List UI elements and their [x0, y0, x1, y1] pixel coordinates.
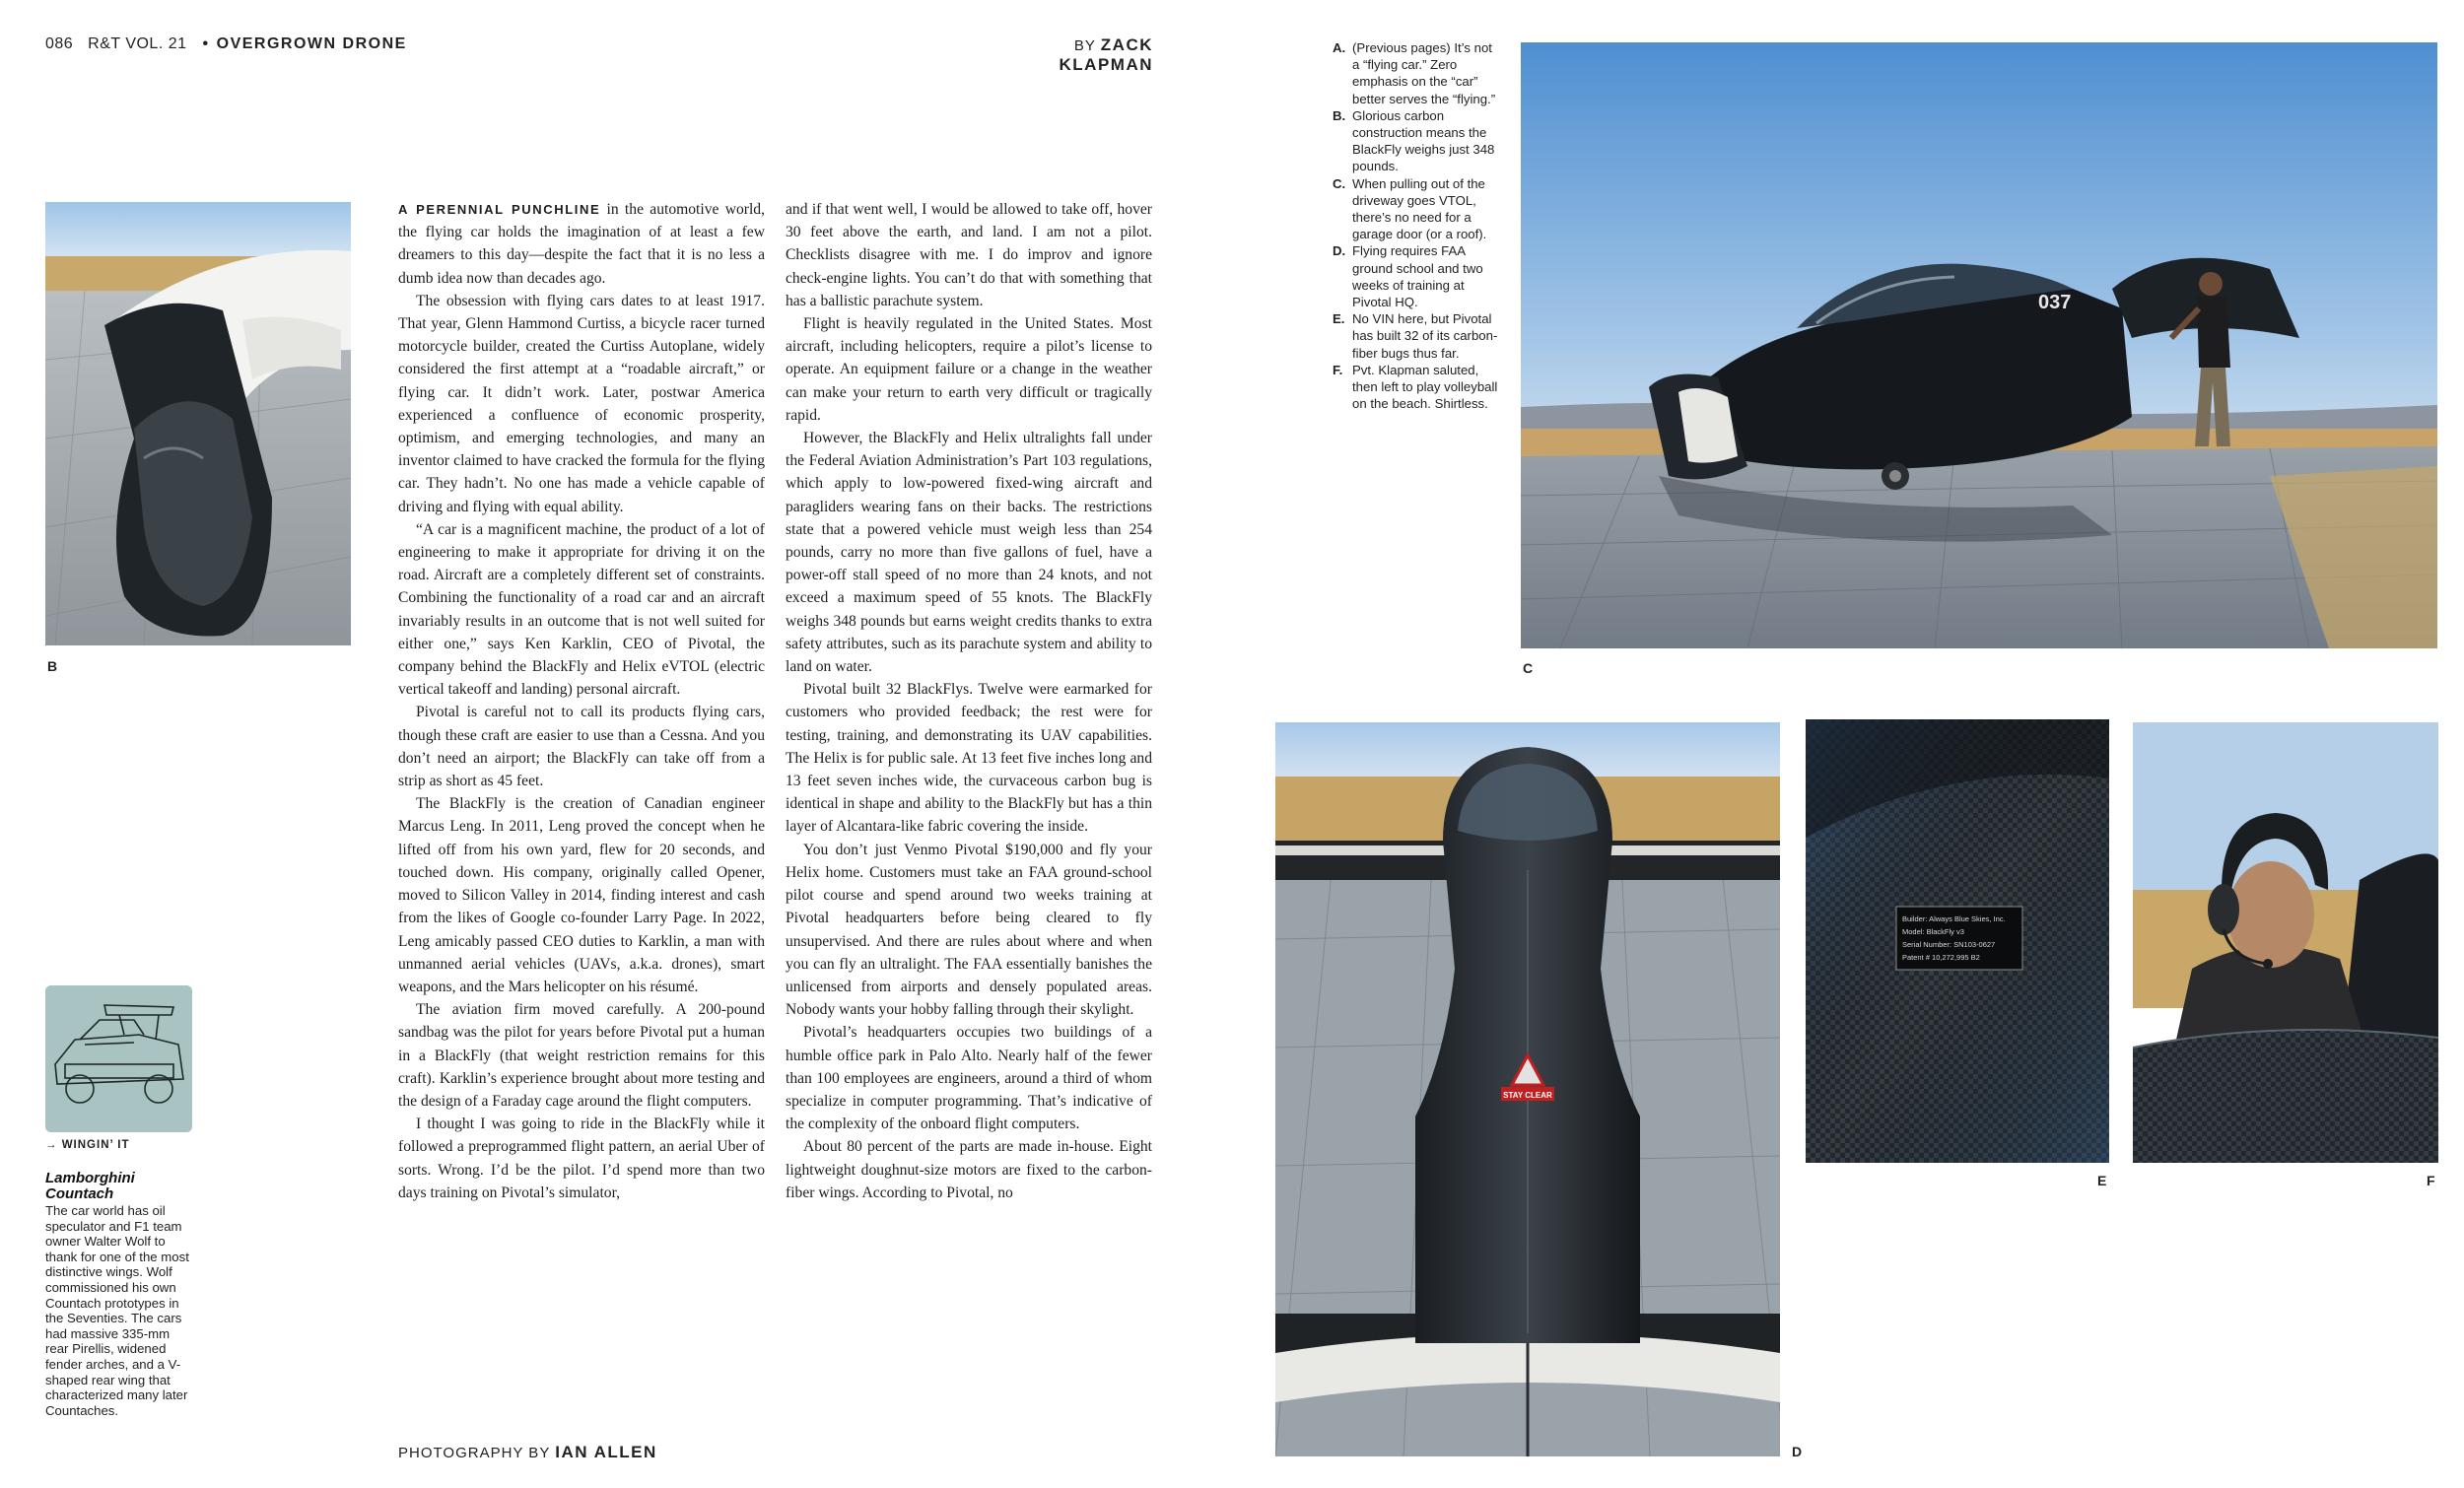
plate-line: Model: BlackFly v3 [1902, 927, 1964, 936]
paragraph: Pivotal’s headquarters occupies two buildings of a humble office park in Palo Alto. Nearly half of the fewer than 100 employees are engineers, around a third of whom specialize in computer programming. That’s indicative of the complexity of the onboard flight computers. [786, 1024, 1152, 1133]
plate-line: Serial Number: SN103-0627 [1902, 940, 1996, 949]
paragraph: and if that went well, I would be allowed to take off, hover 30 feet above the earth, and land. I am not a pilot. Checklists disagree with me. I do improv and ignore check-engine lights. You can’t do that with something that has a ballistic parachute system. [786, 201, 1152, 309]
caption-c: C. When pulling out of the driveway goes VTOL, there’s no need for a garage door (or a roof). [1333, 175, 1487, 242]
photographer-name: IAN ALLEN [555, 1443, 657, 1461]
caption-d: D. Flying requires FAA ground school and two weeks of training at Pivotal HQ. [1333, 243, 1483, 310]
caption-a: A. (Previous pages) It’s not a “flying car.” Zero emphasis on the “car” better serves the “flying.” [1333, 40, 1496, 106]
byline-prefix: BY [1073, 37, 1096, 54]
photo-b-label: B [47, 658, 58, 674]
countach-illustration [45, 985, 192, 1132]
paragraph: Pivotal built 32 BlackFlys. Twelve were earmarked for customers who provided feedback; the rest were for testing, training, and demonstrating its UAV capabilities. The Helix is for public sale. At 13 feet five inches long and 13 feet seven inches wide, the curvaceous carbon bug is identical in shape and ability to the BlackFly but has a thin layer of Alcantara-like fabric covering the inside. [786, 681, 1152, 836]
paragraph: Flight is heavily regulated in the United States. Most aircraft, including helicopters, require a pilot’s license to operate. An equipment failure or a change in the weather can make your return to earth very difficult or tragically rapid. [786, 315, 1152, 424]
lead-in: A PERENNIAL PUNCHLINE [398, 202, 601, 217]
photo-f-label: F [2427, 1173, 2435, 1188]
plate-line: Patent # 10,272,995 B2 [1902, 953, 1980, 962]
article-column-1 [398, 198, 765, 1204]
sidebar-body: The car world has oil speculator and F1 team owner Walter Wolf to thank for one of the most distinctive wings. Wolf commissioned his own Countach prototypes in the Seventies. The cars had massive 335-mm rear Pirellis, widened fender arches, and a V-shaped rear wing that characterized many later Countaches. [45, 1203, 189, 1418]
page-number: 086 [45, 35, 74, 52]
stay-clear-label: STAY CLEAR [1503, 1091, 1552, 1100]
section-title: OVERGROWN DRONE [216, 35, 407, 52]
paragraph: However, the BlackFly and Helix ultralights fall under the Federal Aviation Administration’s Part 103 regulations, which apply to low-powered fixed-wing aircraft and paragliders wearing fans on their backs. The restrictions state that a powered vehicle must weigh less than 254 pounds, carry no more than five gallons of fuel, have a power-off stall speed of no more than 24 knots, and not exceed a maximum speed of 55 knots. The BlackFly weighs 348 pounds but earns weight credits thanks to extra safety attributes, such as its parachute system and ability to land on water. [786, 430, 1152, 676]
photo-c-blackfly-on-pad [1521, 42, 2437, 648]
paragraph: The BlackFly is the creation of Canadian engineer Marcus Leng. In 2011, Leng proved the concept when he lifted off from his own yard, flew for 20 seconds, and touched down. His company, originally called Opener, moved to Silicon Valley in 2014, finding interest and cash from the likes of Google co-founder Larry Page. In 2022, Leng amicably passed CEO duties to Karklin, a man with unmanned aerial vehicles (UAVs, a.k.a. drones), smart weapons, and the Mars helicopter on his résumé. [398, 795, 765, 995]
photo-c-label: C [1523, 660, 1534, 676]
paragraph: You don’t just Venmo Pivotal $190,000 and fly your Helix home. Customers must take an FAA ground-school pilot course and spend around two weeks training at Pivotal headquarters before being cleared to fly unsupervised. And there are rules about where and when you can fly an ultralight. The FAA essentially banishes the unlicensed from airports and densely populated areas. Nobody wants your hobby falling through their skylight. [786, 841, 1152, 1019]
photo-b-wing-closeup [45, 202, 351, 645]
paragraph: Pivotal is careful not to call its products flying cars, though these craft are easier to use than a Cessna. And you don’t need an airport; the BlackFly can take off from a strip as short as 45 feet. [398, 704, 765, 790]
sidebar-kicker: → WINGIN’ IT [45, 1139, 130, 1151]
bullet: • [202, 35, 209, 52]
caption-e: E. No VIN here, but Pivotal has built 32 of its carbon-fiber bugs thus far. [1333, 311, 1498, 361]
photo-e-serial-plate [1806, 719, 2109, 1163]
paragraph: The obsession with flying cars dates to at least 1917. That year, Glenn Hammond Curtiss, a bicycle racer turned motorcycle builder, created the Curtiss Autoplane, widely considered the first attempt at a “roadable aircraft,” or flying car. It didn’t work. Later, postwar America experienced a confluence of economic prosperity, optimism, and emerging technologies, and many an inventor claimed to have cracked the formula for the flying car. They hadn’t. No one has made a vehicle capable of driving and flying with equal ability. [398, 292, 765, 515]
photo-captions [1333, 39, 1502, 412]
photo-d-front-view [1275, 722, 1780, 1456]
photo-f-pilot-helmet [2133, 722, 2438, 1163]
volume-label: R&T VOL. 21 [88, 35, 187, 52]
sidebar-title: Lamborghini Countach [45, 1170, 135, 1202]
byline [976, 35, 1153, 75]
paragraph: A PERENNIAL PUNCHLINE in the automotive world, the flying car holds the imagination of at least a few dreamers to this day—despite the fact that it is no less a dumb idea now than decades ago. [398, 201, 765, 287]
byline-name: ZACK KLAPMAN [1059, 35, 1153, 74]
caption-f: F. Pvt. Klapman saluted, then left to play volleyball on the beach. Shirtless. [1333, 362, 1498, 412]
article-column-2 [786, 198, 1152, 1204]
photo-d-label: D [1792, 1444, 1803, 1459]
paragraph: About 80 percent of the parts are made in-house. Eight lightweight doughnut-size motors are fixed to the carbon-fiber wings. According to Pivotal, no [786, 1138, 1152, 1201]
running-head [45, 35, 407, 53]
caption-b: B. Glorious carbon construction means the BlackFly weighs just 348 pounds. [1333, 107, 1495, 174]
photo-e-label: E [2097, 1173, 2107, 1188]
paragraph: I thought I was going to ride in the BlackFly while it followed a preprogrammed flight pattern, an aerial Uber of sorts. Wrong. I’d be the pilot. I’d spend more than two days training on Pivotal’s simulator, [398, 1116, 765, 1201]
paragraph: “A car is a magnificent machine, the product of a lot of engineering to make it appropriate for driving it on the road. Aircraft are a completely different set of constraints. Combining the functionality of a road car and an aircraft invariably results in an outcome that is not well suited for either one,” says Ken Karklin, CEO of Pivotal, the company behind the BlackFly and Helix eVTOL (electric vertical takeoff and landing) personal aircraft. [398, 520, 765, 699]
plate-line: Builder: Always Blue Skies, Inc. [1902, 914, 2006, 923]
tail-number: 037 [2038, 292, 2072, 313]
photo-credit: PHOTOGRAPHY BY IAN ALLEN [398, 1443, 657, 1461]
paragraph: The aviation firm moved carefully. A 200-pound sandbag was the pilot for years before Pivotal put a human in a BlackFly (that weight restriction remains for this craft). Karklin’s experience brought about more testing and the design of a Faraday cage around the flight computers. [398, 1001, 765, 1110]
